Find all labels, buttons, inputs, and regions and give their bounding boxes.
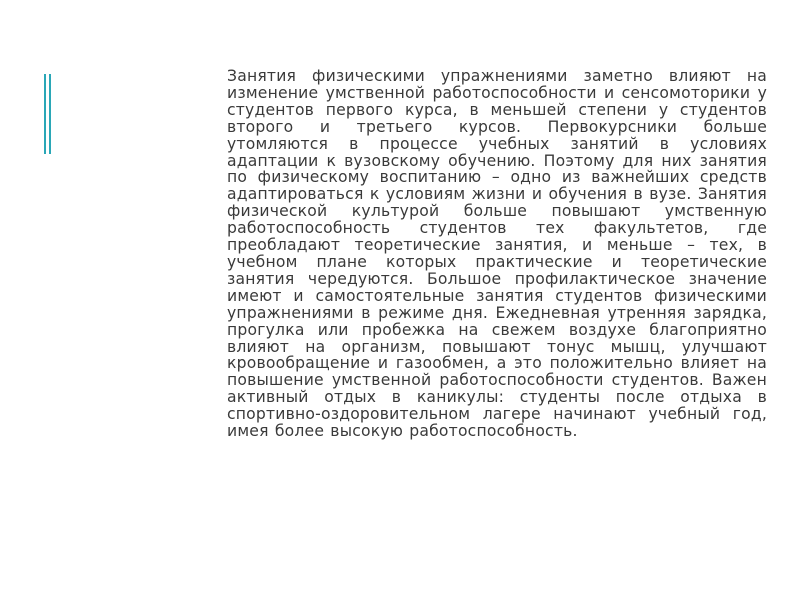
accent-line-right (49, 74, 51, 154)
accent-line-left (44, 74, 46, 154)
accent-bar (44, 74, 51, 154)
body-text: Занятия физическими упражнениями заметно влияют на изменение умственной работоспособности и сенсомоторики у студентов первого курса, в меньшей степени у студентов второго и третьего курсов. Первокурсники больше утомляются в процессе учебных занятий в условиях адаптации к вузовскому обучению. Поэтому для них занятия по физическому воспитанию – одно из важнейших средств адаптироваться к условиям жизни и обучения в вузе. Занятия физической культурой больше повышают умственную работоспособность студентов тех факультетов, где преобладают теоретические занятия, и меньше – тех, в учебном плане которых практические и теоретические занятия чередуются. Большое профилактическое значение имеют и самостоятельные занятия студентов физическими упражнениями в режиме дня. Ежедневная утренняя зарядка, прогулка или пробежка на свежем воздухе благоприятно влияют на организм, повышают тонус мышц, улучшают кровообращение и газообмен, а это положительно влияет на повышение умственной работоспособности студентов. Важен активный отдых в каникулы: студенты после отдыха в спортивно-оздоровительном лагере начинают учебный год, имея более высокую работоспособность. (227, 67, 767, 441)
